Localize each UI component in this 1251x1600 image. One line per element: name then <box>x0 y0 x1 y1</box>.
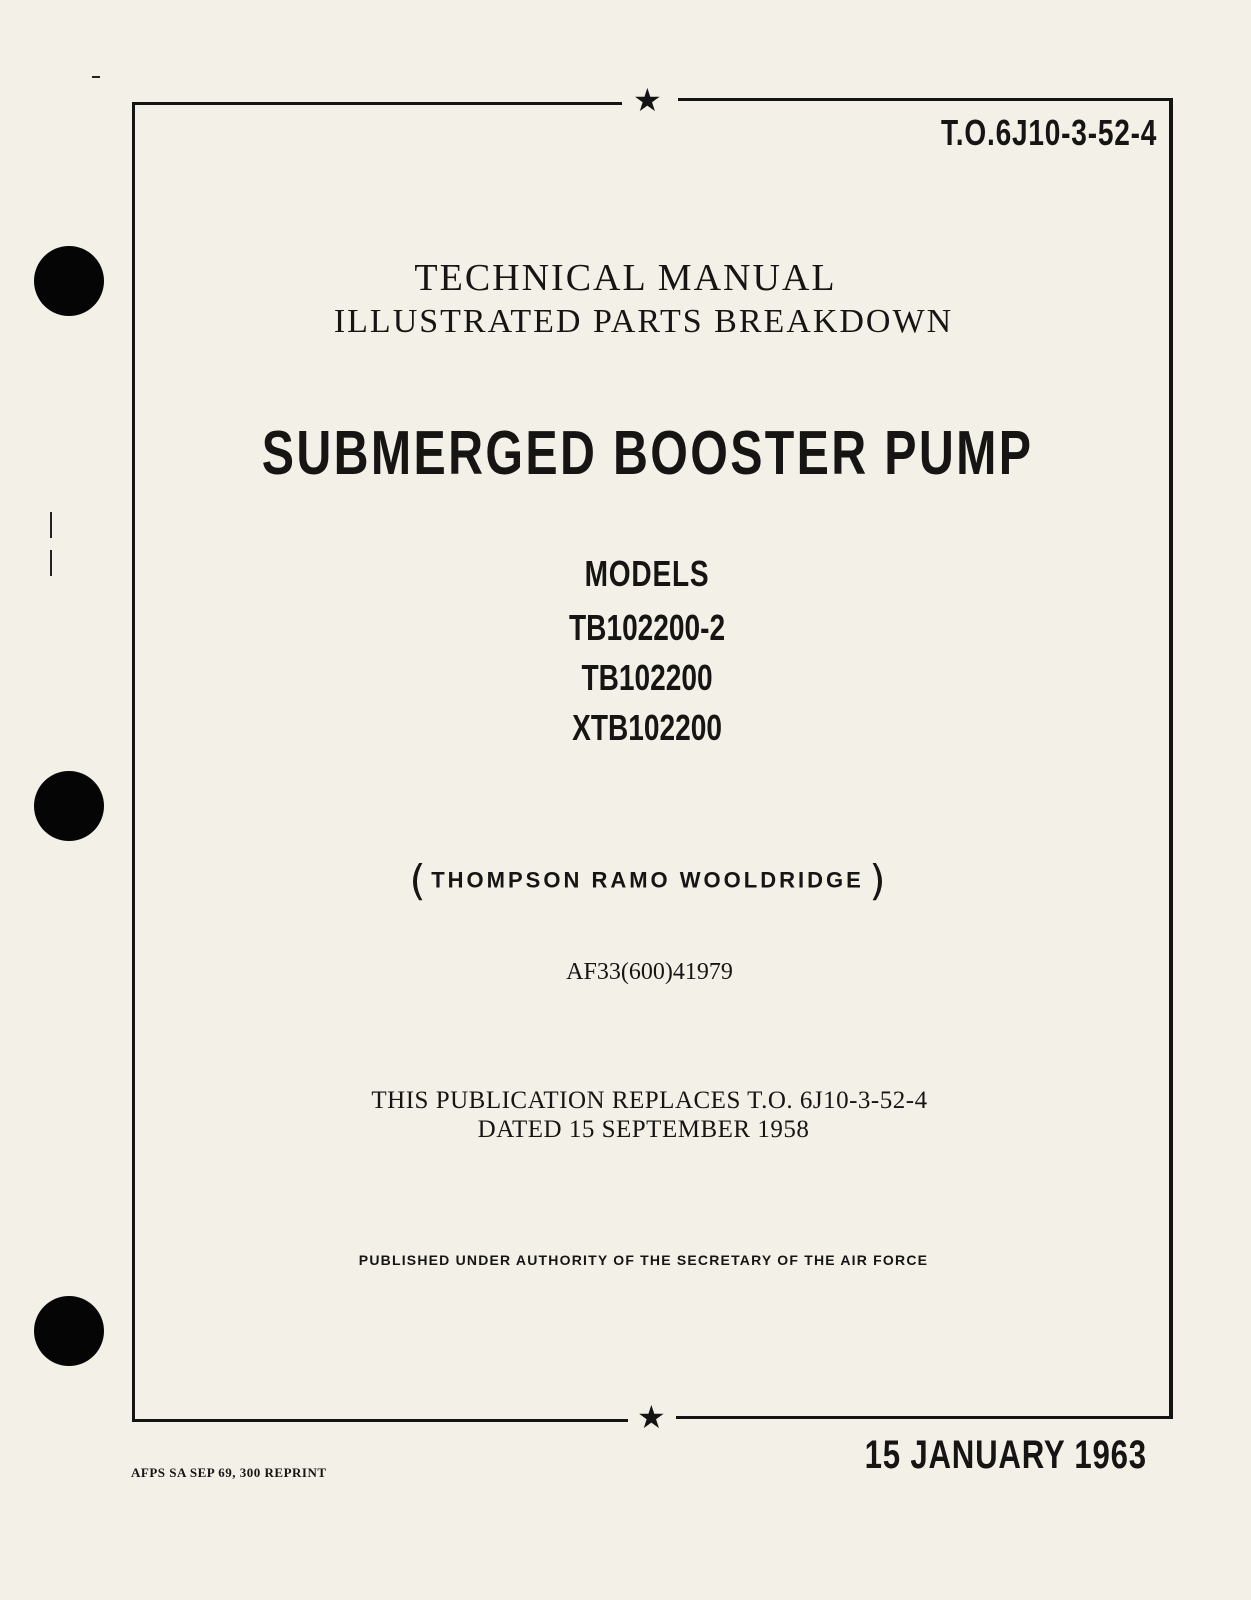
manufacturer-name: THOMPSON RAMO WOOLDRIDGE <box>431 867 864 893</box>
models-heading: MODELS <box>585 553 710 594</box>
to-number: T.O.6J10-3-52-4 <box>940 112 1157 153</box>
star-icon: ★ <box>633 81 662 119</box>
header-line-technical-manual: TECHNICAL MANUAL <box>414 257 837 299</box>
border-bottom-left <box>132 1419 628 1422</box>
document-title-wrap <box>22 418 1251 489</box>
margin-mark <box>92 76 100 78</box>
document-title: SUBMERGED BOOSTER PUMP <box>261 419 1034 488</box>
header-line-parts-breakdown: ILLUSTRATED PARTS BREAKDOWN <box>333 303 954 340</box>
reprint-note: AFPS SA SEP 69, 300 REPRINT <box>131 1465 327 1480</box>
border-top-left <box>132 102 622 105</box>
contract-number: AF33(600)41979 <box>566 959 733 985</box>
binder-hole-middle <box>34 771 104 841</box>
manufacturer-line <box>22 856 1251 905</box>
model-list <box>22 607 1251 757</box>
authority-statement: PUBLISHED UNDER AUTHORITY OF THE SECRETARY OF THE AIR FORCE <box>358 1252 929 1268</box>
star-icon: ★ <box>637 1398 666 1436</box>
border-bottom-right <box>676 1416 1173 1419</box>
replaces-line-1: THIS PUBLICATION REPLACES T.O. 6J10-3-52-4 <box>371 1087 928 1114</box>
close-paren: ) <box>869 856 886 905</box>
binder-hole-bottom <box>34 1296 104 1366</box>
models-heading-wrap <box>22 553 1251 595</box>
open-paren: ( <box>409 856 426 905</box>
border-left <box>132 102 135 1422</box>
publication-date: 15 JANUARY 1963 <box>864 1433 1147 1477</box>
model-item: XTB102200 <box>572 707 723 748</box>
model-item: TB102200 <box>581 657 714 698</box>
model-item: TB102200-2 <box>569 607 726 648</box>
border-top-right <box>678 98 1172 101</box>
margin-mark <box>50 512 52 538</box>
replaces-line-2: DATED 15 SEPTEMBER 1958 <box>477 1116 810 1143</box>
